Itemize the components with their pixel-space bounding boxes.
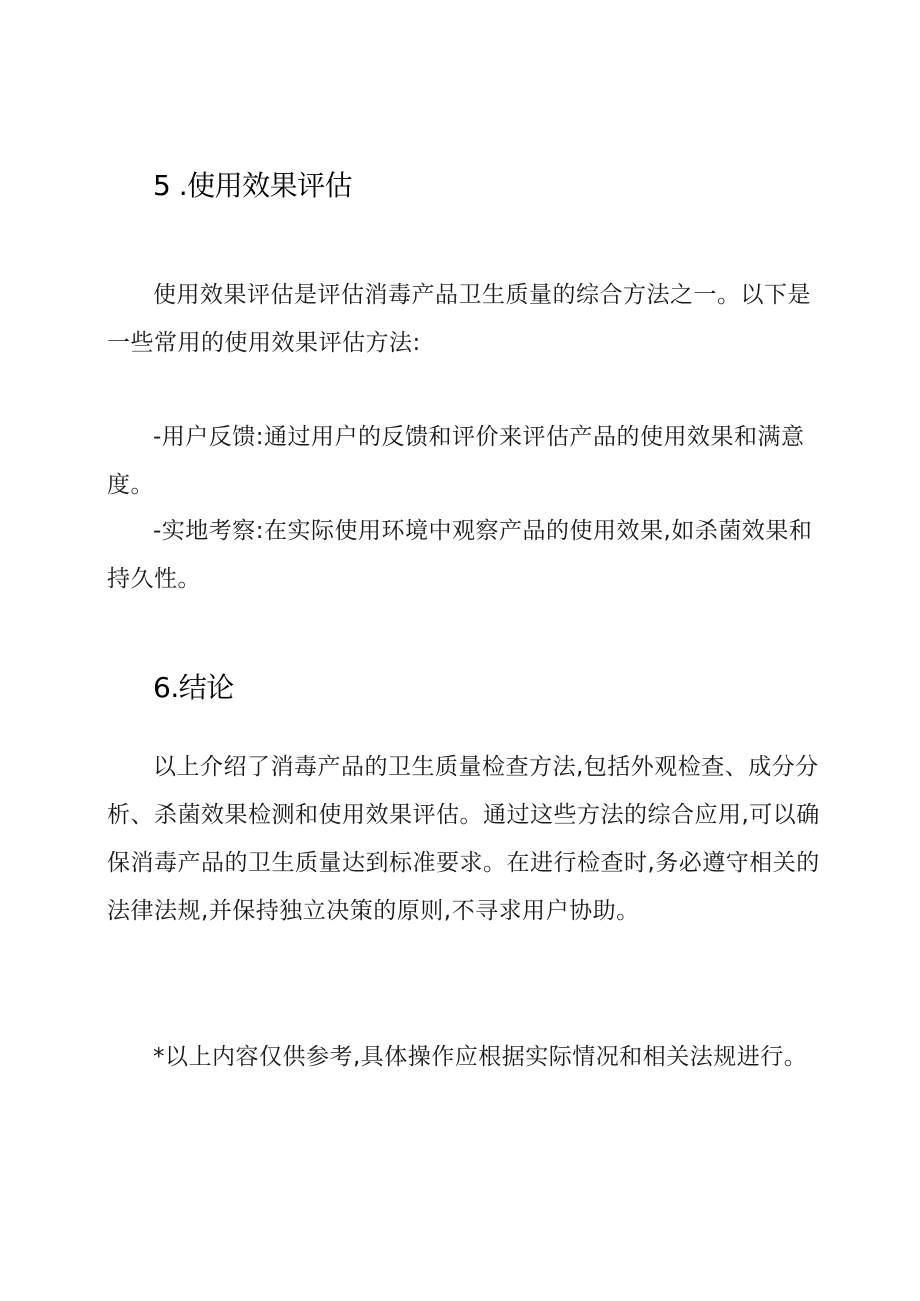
section-6-heading: 6.结论	[153, 671, 234, 704]
list-item-field-inspection: -实地考察:在实际使用环境中观察产品的使用效果,如杀菌效果和持久性。	[107, 518, 813, 592]
conclusion-paragraph: 以上介绍了消毒产品的卫生质量检查方法,包括外观检查、成分分析、杀菌效果检测和使用效果评估。通过这些方法的综合应用,可以确保消毒产品的卫生质量达到标准要求。在进行检查时,务必遵守相关的法律法规,并保持独立决策的原则,不寻求用户协助。	[107, 754, 820, 924]
section-5-heading: 5 .使用效果评估	[153, 169, 353, 202]
list-item-user-feedback: -用户反馈:通过用户的反馈和评价来评估产品的使用效果和满意度。	[107, 424, 805, 498]
footnote: *以上内容仅供参考,具体操作应根据实际情况和相关法规进行。	[153, 1044, 808, 1070]
section-5-intro-paragraph: 使用效果评估是评估消毒产品卫生质量的综合方法之一。以下是一些常用的使用效果评估方法:	[107, 282, 811, 356]
